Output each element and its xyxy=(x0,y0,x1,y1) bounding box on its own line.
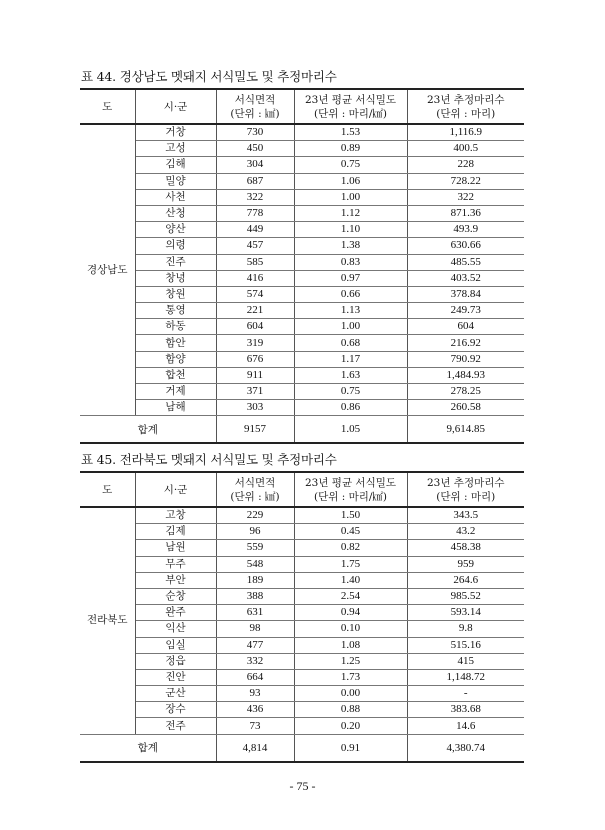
table-row xyxy=(80,141,524,157)
count-cell: 493.9 xyxy=(407,222,524,238)
table-row xyxy=(80,351,524,367)
sigun-cell: 고성 xyxy=(135,141,216,157)
count-cell: 1,484.93 xyxy=(407,367,524,383)
sigun-cell: 사천 xyxy=(135,189,216,205)
total-label: 합계 xyxy=(80,416,216,444)
area-cell: 388 xyxy=(216,588,294,604)
table-row xyxy=(80,367,524,383)
page-number: - 75 - xyxy=(289,779,316,793)
count-cell: 9.8 xyxy=(407,621,524,637)
table-row xyxy=(80,507,524,524)
area-cell: 332 xyxy=(216,653,294,669)
sigun-cell: 합천 xyxy=(135,367,216,383)
header-count xyxy=(407,89,524,124)
count-cell: 515.16 xyxy=(407,637,524,653)
header-area xyxy=(216,89,294,124)
area-cell: 416 xyxy=(216,270,294,286)
header-area-title: 서식면적 xyxy=(234,93,276,106)
density-cell: 0.83 xyxy=(294,254,407,270)
count-cell: 728.22 xyxy=(407,173,524,189)
region-cell: 전라북도 xyxy=(80,507,135,734)
sigun-cell: 전주 xyxy=(135,718,216,734)
table-row xyxy=(80,384,524,400)
sigun-cell: 김해 xyxy=(135,157,216,173)
table-row xyxy=(80,303,524,319)
area-cell: 778 xyxy=(216,205,294,221)
table-row xyxy=(80,556,524,572)
table-row xyxy=(80,238,524,254)
area-cell: 322 xyxy=(216,189,294,205)
header-density xyxy=(294,472,407,507)
density-cell: 0.66 xyxy=(294,286,407,302)
header-sigun: 시·군 xyxy=(135,89,216,124)
table-row xyxy=(80,157,524,173)
count-cell: 415 xyxy=(407,653,524,669)
density-cell: 1.13 xyxy=(294,303,407,319)
area-cell: 631 xyxy=(216,605,294,621)
table-row xyxy=(80,588,524,604)
total-label: 합계 xyxy=(80,734,216,762)
header-density-unit: (단위 : 마리/㎢) xyxy=(313,490,387,503)
table-row xyxy=(80,124,524,141)
sigun-cell: 진안 xyxy=(135,669,216,685)
table-row xyxy=(80,173,524,189)
area-cell: 304 xyxy=(216,157,294,173)
density-cell: 0.10 xyxy=(294,621,407,637)
density-cell: 2.54 xyxy=(294,588,407,604)
table-45-caption: 표 45. 전라북도 멧돼지 서식밀도 및 추정마리수 xyxy=(81,452,337,467)
area-cell: 548 xyxy=(216,556,294,572)
header-area-unit: (단위 : ㎢) xyxy=(230,490,280,503)
header-count-unit: (단위 : 마리) xyxy=(436,107,496,120)
sigun-cell: 고창 xyxy=(135,507,216,524)
sigun-cell: 완주 xyxy=(135,605,216,621)
table-row xyxy=(80,205,524,221)
total-row xyxy=(80,734,524,762)
area-cell: 664 xyxy=(216,669,294,685)
table-row xyxy=(80,637,524,653)
density-cell: 1.00 xyxy=(294,319,407,335)
table-row xyxy=(80,669,524,685)
density-cell: 1.10 xyxy=(294,222,407,238)
total-row xyxy=(80,416,524,444)
count-cell: 264.6 xyxy=(407,572,524,588)
density-cell: 0.89 xyxy=(294,141,407,157)
total-density: 1.05 xyxy=(294,416,407,444)
area-cell: 93 xyxy=(216,686,294,702)
density-cell: 1.17 xyxy=(294,351,407,367)
density-cell: 1.50 xyxy=(294,507,407,524)
count-cell: 403.52 xyxy=(407,270,524,286)
total-count: 9,614.85 xyxy=(407,416,524,444)
header-count-title: 23년 추정마리수 xyxy=(426,93,505,106)
density-cell: 0.94 xyxy=(294,605,407,621)
sigun-cell: 진주 xyxy=(135,254,216,270)
header-do: 도 xyxy=(80,89,135,124)
area-cell: 676 xyxy=(216,351,294,367)
count-cell: 378.84 xyxy=(407,286,524,302)
area-cell: 450 xyxy=(216,141,294,157)
sigun-cell: 무주 xyxy=(135,556,216,572)
density-cell: 1.08 xyxy=(294,637,407,653)
table-row xyxy=(80,400,524,416)
header-density-title: 23년 평균 서식밀도 xyxy=(304,93,397,106)
sigun-cell: 하동 xyxy=(135,319,216,335)
count-cell: 249.73 xyxy=(407,303,524,319)
count-cell: 458.38 xyxy=(407,540,524,556)
area-cell: 687 xyxy=(216,173,294,189)
table-row xyxy=(80,686,524,702)
header-area-unit: (단위 : ㎢) xyxy=(230,107,280,120)
area-cell: 371 xyxy=(216,384,294,400)
sigun-cell: 통영 xyxy=(135,303,216,319)
density-cell: 1.00 xyxy=(294,189,407,205)
density-cell: 0.82 xyxy=(294,540,407,556)
density-cell: 1.73 xyxy=(294,669,407,685)
sigun-cell: 밀양 xyxy=(135,173,216,189)
total-area: 9157 xyxy=(216,416,294,444)
density-cell: 1.06 xyxy=(294,173,407,189)
area-cell: 436 xyxy=(216,702,294,718)
sigun-cell: 창녕 xyxy=(135,270,216,286)
count-cell: 985.52 xyxy=(407,588,524,604)
sigun-cell: 함안 xyxy=(135,335,216,351)
density-cell: 0.75 xyxy=(294,384,407,400)
area-cell: 574 xyxy=(216,286,294,302)
table-44 xyxy=(80,88,524,444)
area-cell: 604 xyxy=(216,319,294,335)
sigun-cell: 김제 xyxy=(135,524,216,540)
header-sigun: 시·군 xyxy=(135,472,216,507)
table-row xyxy=(80,254,524,270)
sigun-cell: 거창 xyxy=(135,124,216,141)
area-cell: 96 xyxy=(216,524,294,540)
header-density-title: 23년 평균 서식밀도 xyxy=(304,476,397,489)
total-density: 0.91 xyxy=(294,734,407,762)
table-row xyxy=(80,189,524,205)
area-cell: 303 xyxy=(216,400,294,416)
sigun-cell: 함양 xyxy=(135,351,216,367)
sigun-cell: 남해 xyxy=(135,400,216,416)
count-cell: 43.2 xyxy=(407,524,524,540)
total-area: 4,814 xyxy=(216,734,294,762)
count-cell: 593.14 xyxy=(407,605,524,621)
sigun-cell: 거제 xyxy=(135,384,216,400)
table-row xyxy=(80,621,524,637)
header-count xyxy=(407,472,524,507)
area-cell: 559 xyxy=(216,540,294,556)
count-cell: 400.5 xyxy=(407,141,524,157)
density-cell: 0.00 xyxy=(294,686,407,702)
density-cell: 1.38 xyxy=(294,238,407,254)
area-cell: 477 xyxy=(216,637,294,653)
count-cell: 260.58 xyxy=(407,400,524,416)
sigun-cell: 남원 xyxy=(135,540,216,556)
sigun-cell: 익산 xyxy=(135,621,216,637)
sigun-cell: 부안 xyxy=(135,572,216,588)
sigun-cell: 의령 xyxy=(135,238,216,254)
table-row xyxy=(80,335,524,351)
table-44-caption: 표 44. 경상남도 멧돼지 서식밀도 및 추정마리수 xyxy=(81,69,337,84)
count-cell: 871.36 xyxy=(407,205,524,221)
area-cell: 730 xyxy=(216,124,294,141)
sigun-cell: 순창 xyxy=(135,588,216,604)
sigun-cell: 양산 xyxy=(135,222,216,238)
table-row xyxy=(80,524,524,540)
count-cell: 278.25 xyxy=(407,384,524,400)
area-cell: 585 xyxy=(216,254,294,270)
area-cell: 449 xyxy=(216,222,294,238)
density-cell: 1.53 xyxy=(294,124,407,141)
count-cell: 322 xyxy=(407,189,524,205)
count-cell: - xyxy=(407,686,524,702)
count-cell: 14.6 xyxy=(407,718,524,734)
density-cell: 1.25 xyxy=(294,653,407,669)
table-row xyxy=(80,222,524,238)
sigun-cell: 임실 xyxy=(135,637,216,653)
table-row xyxy=(80,718,524,734)
density-cell: 0.86 xyxy=(294,400,407,416)
count-cell: 630.66 xyxy=(407,238,524,254)
table-row xyxy=(80,319,524,335)
sigun-cell: 장수 xyxy=(135,702,216,718)
header-area xyxy=(216,472,294,507)
table-row xyxy=(80,540,524,556)
count-cell: 485.55 xyxy=(407,254,524,270)
area-cell: 73 xyxy=(216,718,294,734)
sigun-cell: 정읍 xyxy=(135,653,216,669)
header-density xyxy=(294,89,407,124)
count-cell: 216.92 xyxy=(407,335,524,351)
density-cell: 0.20 xyxy=(294,718,407,734)
area-cell: 319 xyxy=(216,335,294,351)
density-cell: 0.68 xyxy=(294,335,407,351)
header-do: 도 xyxy=(80,472,135,507)
table-row xyxy=(80,702,524,718)
count-cell: 604 xyxy=(407,319,524,335)
density-cell: 0.88 xyxy=(294,702,407,718)
count-cell: 383.68 xyxy=(407,702,524,718)
area-cell: 189 xyxy=(216,572,294,588)
sigun-cell: 산청 xyxy=(135,205,216,221)
count-cell: 228 xyxy=(407,157,524,173)
density-cell: 0.75 xyxy=(294,157,407,173)
table-header-row xyxy=(80,89,524,124)
sigun-cell: 군산 xyxy=(135,686,216,702)
count-cell: 343.5 xyxy=(407,507,524,524)
density-cell: 1.40 xyxy=(294,572,407,588)
count-cell: 1,148.72 xyxy=(407,669,524,685)
table-row xyxy=(80,605,524,621)
count-cell: 1,116.9 xyxy=(407,124,524,141)
header-area-title: 서식면적 xyxy=(234,476,276,489)
table-header-row xyxy=(80,472,524,507)
table-45 xyxy=(80,471,524,763)
density-cell: 0.97 xyxy=(294,270,407,286)
area-cell: 229 xyxy=(216,507,294,524)
density-cell: 1.63 xyxy=(294,367,407,383)
area-cell: 221 xyxy=(216,303,294,319)
sigun-cell: 창원 xyxy=(135,286,216,302)
area-cell: 911 xyxy=(216,367,294,383)
header-count-title: 23년 추정마리수 xyxy=(426,476,505,489)
table-row xyxy=(80,653,524,669)
table-row xyxy=(80,286,524,302)
density-cell: 1.12 xyxy=(294,205,407,221)
count-cell: 959 xyxy=(407,556,524,572)
table-row xyxy=(80,572,524,588)
density-cell: 1.75 xyxy=(294,556,407,572)
density-cell: 0.45 xyxy=(294,524,407,540)
area-cell: 98 xyxy=(216,621,294,637)
count-cell: 790.92 xyxy=(407,351,524,367)
header-density-unit: (단위 : 마리/㎢) xyxy=(313,107,387,120)
total-count: 4,380.74 xyxy=(407,734,524,762)
area-cell: 457 xyxy=(216,238,294,254)
table-row xyxy=(80,270,524,286)
header-count-unit: (단위 : 마리) xyxy=(436,490,496,503)
region-cell: 경상남도 xyxy=(80,124,135,416)
